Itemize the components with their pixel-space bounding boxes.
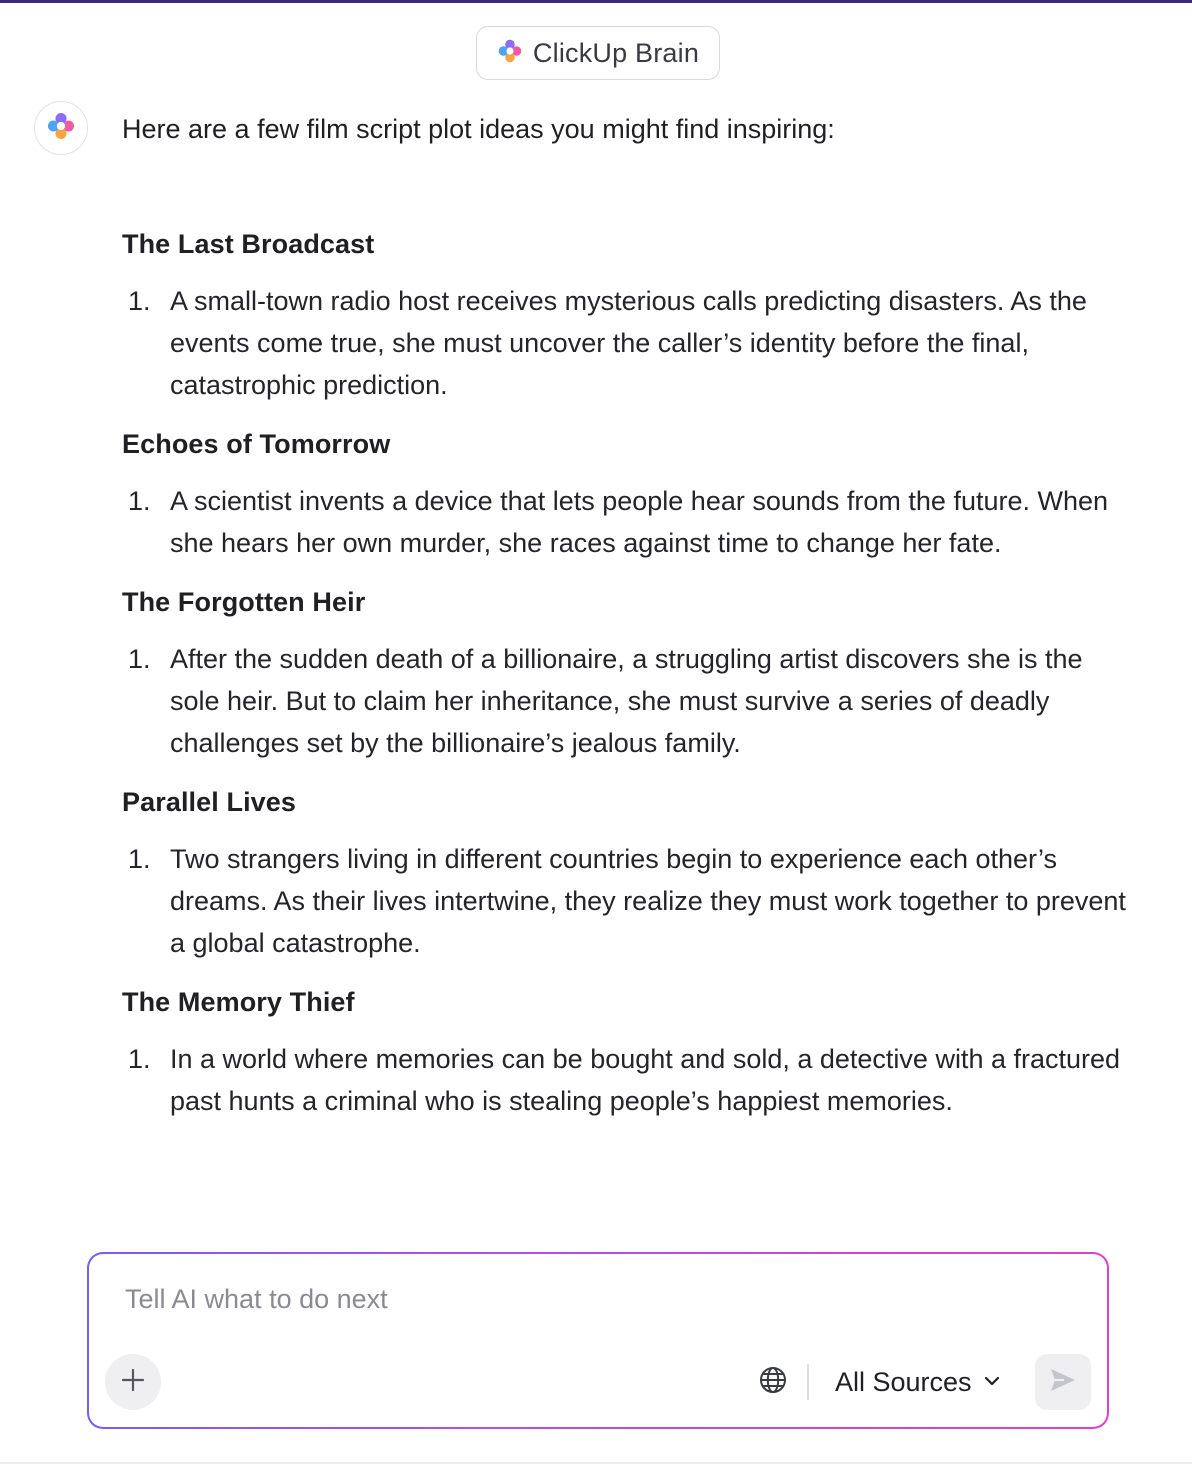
idea-description: In a world where memories can be bought and sold, a detective with a fractured past hunts a criminal who is stealing people’s happiest memories. xyxy=(170,1044,1121,1116)
sources-dropdown[interactable] xyxy=(835,1360,1002,1404)
list-number: 1. xyxy=(128,1044,151,1074)
send-icon xyxy=(1048,1365,1078,1400)
add-attachment-button[interactable] xyxy=(105,1354,161,1410)
bottom-divider xyxy=(0,1462,1192,1464)
idea-description: After the sudden death of a billionaire, a struggling artist discovers she is the sole heir. But to claim her inheritance, she must survive a series of deadly challenges set by the billionaire’s jealous family. xyxy=(170,644,1083,758)
toolbar-divider xyxy=(807,1364,809,1400)
prompt-input[interactable] xyxy=(125,1284,1025,1315)
idea-title: Echoes of Tomorrow xyxy=(122,429,391,459)
idea-title: The Forgotten Heir xyxy=(122,587,366,617)
clickup-brain-icon xyxy=(46,111,76,146)
clickup-brain-icon xyxy=(497,38,523,69)
idea-item xyxy=(122,222,1132,406)
idea-title: Parallel Lives xyxy=(122,787,297,817)
idea-description: A scientist invents a device that lets people hear sounds from the future. When she hears her own murder, she races against time to change her fate. xyxy=(170,486,1109,558)
idea-item xyxy=(122,780,1132,964)
idea-description: A small-town radio host receives mysterious calls predicting disasters. As the events come true, she must uncover the caller’s identity before the final, catastrophic prediction. xyxy=(170,286,1087,400)
idea-list xyxy=(122,222,1132,1138)
list-number: 1. xyxy=(128,844,151,874)
idea-item xyxy=(122,980,1132,1122)
list-number: 1. xyxy=(128,286,151,316)
idea-list-item xyxy=(122,480,1132,564)
top-divider xyxy=(0,0,1192,3)
idea-item xyxy=(122,422,1132,564)
brand-label: ClickUp Brain xyxy=(532,37,700,68)
response-intro: Here are a few film script plot ideas you might find inspiring: xyxy=(122,114,835,144)
idea-item xyxy=(122,580,1132,764)
list-number: 1. xyxy=(128,644,151,674)
web-search-button[interactable] xyxy=(753,1362,793,1402)
brand-header xyxy=(476,26,720,80)
composer-body xyxy=(89,1254,1107,1427)
idea-list-item xyxy=(122,280,1132,406)
idea-title: The Memory Thief xyxy=(122,987,355,1017)
sources-label: All Sources xyxy=(835,1366,972,1397)
list-number: 1. xyxy=(128,486,151,516)
idea-list-item xyxy=(122,1038,1132,1122)
plus-icon xyxy=(121,1368,145,1397)
idea-list-item xyxy=(122,838,1132,964)
ai-composer xyxy=(87,1252,1109,1429)
chevron-down-icon xyxy=(982,1367,1002,1398)
assistant-avatar xyxy=(34,101,88,155)
globe-icon xyxy=(759,1366,787,1399)
idea-title: The Last Broadcast xyxy=(122,229,375,259)
idea-list-item xyxy=(122,638,1132,764)
idea-description: Two strangers living in different countries begin to experience each other’s dreams. As their lives intertwine, they realize they must work together to prevent a global catastrophe. xyxy=(170,844,1126,958)
send-button[interactable] xyxy=(1035,1354,1091,1410)
